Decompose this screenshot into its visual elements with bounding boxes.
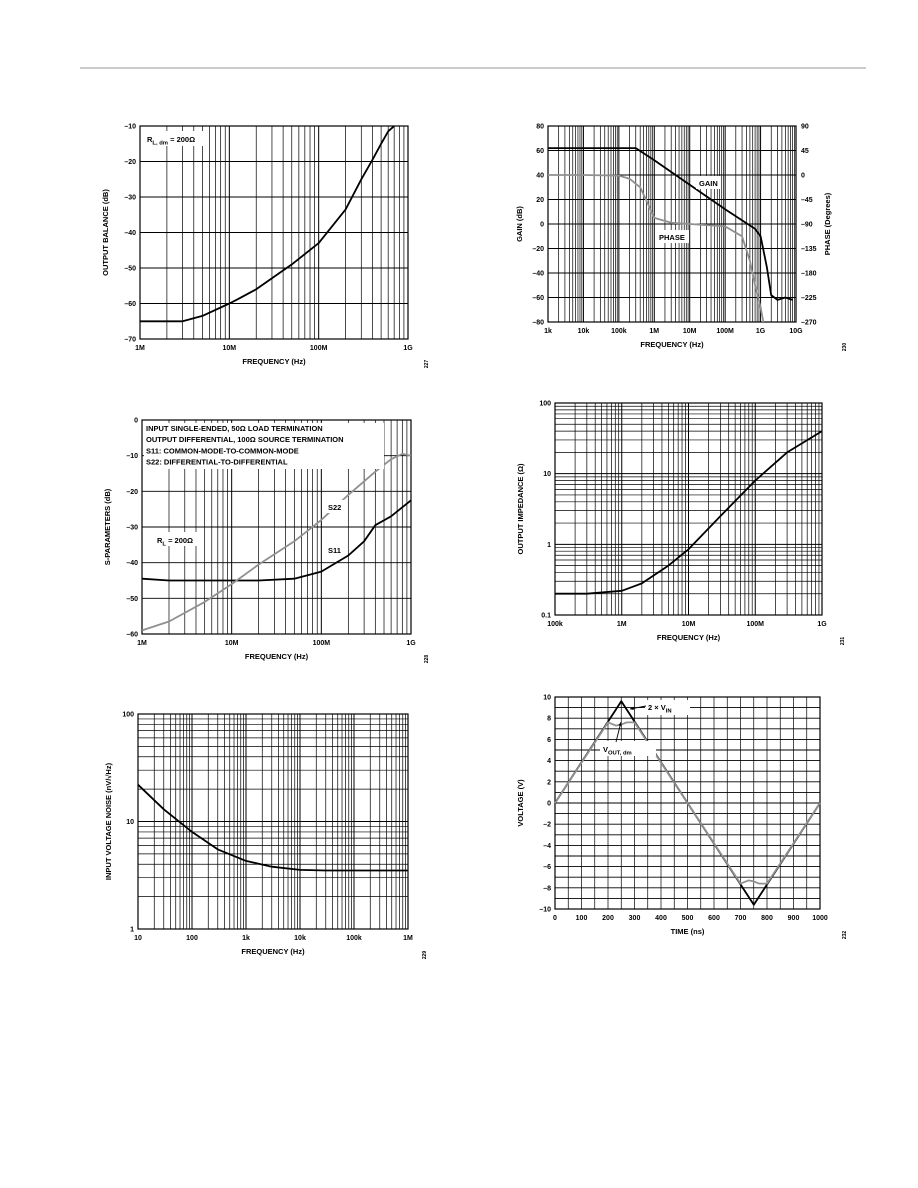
x-tick-label: 100M (746, 621, 765, 628)
y-tick-label: –10 (539, 906, 551, 914)
y-tick-label: 60 (536, 148, 544, 155)
grid-lines (140, 126, 408, 339)
y-tick-label: –4 (543, 842, 551, 850)
x-tick-label: 700 (734, 915, 747, 922)
y-tick-label: –30 (124, 194, 136, 202)
x-tick-label: 1G (403, 345, 413, 352)
x-tick-label: 100k (611, 328, 627, 335)
charts-area (101, 124, 848, 960)
x-axis-title: FREQUENCY (Hz) (244, 652, 309, 661)
x-axis-title: FREQUENCY (Hz) (656, 633, 721, 642)
y-right-tick-label: –45 (801, 197, 813, 204)
y-tick-label: –60 (124, 301, 136, 308)
y-tick-label: –30 (126, 524, 138, 532)
y-axis-title: OUTPUT IMPEDANCE (Ω) (516, 463, 525, 555)
y-tick-label: 10 (543, 471, 551, 479)
y-tick-label: –6 (543, 864, 551, 872)
x-tick-label: 1k (242, 935, 250, 942)
x-tick-label: 100M (309, 345, 328, 352)
x-tick-label: 10M (682, 328, 697, 335)
y-tick-label: –50 (126, 595, 138, 603)
x-tick-label: 100M (716, 328, 734, 335)
annotation-label: PHASE (659, 233, 685, 242)
figure-id: 228 (424, 654, 430, 664)
y-tick-label: –10 (126, 453, 138, 461)
chart-3 (103, 418, 430, 664)
y-tick-label: 0 (540, 221, 544, 229)
figure-id: 232 (842, 930, 848, 940)
series-line-1 (140, 126, 394, 321)
y-tick-label: 2 (547, 779, 551, 787)
x-tick-label: 10k (294, 935, 306, 942)
x-tick-label: 10 (134, 935, 142, 942)
y-tick-label: 100 (539, 400, 551, 408)
chart-4 (516, 401, 846, 646)
y-tick-label: 20 (536, 197, 544, 204)
series-line-1 (138, 785, 408, 871)
x-tick-label: 800 (761, 915, 773, 922)
y-tick-label: 100 (122, 711, 134, 719)
x-tick-label: 10M (681, 621, 696, 628)
figure-id: 229 (422, 950, 428, 960)
x-tick-label: 300 (628, 915, 641, 922)
annotation-label: S22 (328, 503, 342, 512)
y-right-tick-label: 90 (801, 123, 809, 131)
y-tick-label: 1 (547, 541, 551, 549)
y-axis-title: S-PARAMETERS (dB) (103, 488, 112, 566)
chart-1 (101, 124, 430, 369)
grid-lines (555, 403, 822, 615)
y-tick-label: 10 (543, 694, 551, 702)
x-tick-label: 1M (649, 328, 660, 335)
y-tick-label: 8 (547, 715, 551, 723)
y-right-tick-label: 0 (801, 172, 805, 180)
y-tick-label: –60 (532, 295, 544, 302)
y-right-tick-label: –225 (801, 295, 817, 302)
y-right-tick-label: –270 (801, 319, 817, 327)
x-tick-label: 10G (789, 328, 803, 335)
annotation-label: $2 \times V_{IN}$ (648, 703, 672, 715)
x-tick-label: 100 (186, 935, 198, 942)
x-axis-title: TIME (ns) (670, 927, 705, 936)
x-tick-label: 500 (681, 915, 694, 922)
chart-2 (515, 124, 848, 352)
x-tick-label: 10k (577, 328, 590, 335)
annotation-label: S11 (328, 546, 341, 555)
y-tick-label: –40 (126, 560, 138, 568)
y-right-tick-label: –180 (801, 270, 817, 278)
x-tick-label: 10M (224, 640, 239, 647)
x-tick-label: 100 (575, 915, 588, 922)
figure-id: 230 (842, 342, 848, 352)
y-right-axis-title: PHASE (Degrees) (823, 192, 832, 256)
y-tick-label: –2 (543, 821, 551, 829)
y-tick-label: 0.1 (541, 612, 551, 620)
x-tick-label: 400 (655, 915, 667, 922)
legend-text: OUTPUT DIFFERENTIAL, 100Ω SOURCE TERMINATION (146, 435, 344, 445)
x-tick-label: 1M (403, 935, 413, 942)
x-axis-title: FREQUENCY (Hz) (242, 357, 306, 366)
y-tick-label: –70 (124, 336, 136, 344)
x-tick-label: 1G (755, 328, 766, 335)
x-tick-label: 1k (544, 328, 552, 335)
figure-id: 231 (840, 636, 846, 646)
y-axis-title: OUTPUT BALANCE (dB) (101, 189, 110, 276)
arrow-head (630, 707, 634, 710)
x-tick-label: 1000 (812, 915, 828, 922)
grid-lines (548, 126, 796, 322)
y-tick-label: 0 (134, 417, 138, 425)
x-tick-label: 600 (708, 915, 720, 922)
chart-5 (104, 712, 428, 960)
x-tick-label: 900 (787, 915, 800, 922)
y-tick-label: –10 (124, 123, 136, 131)
y-tick-label: –80 (532, 319, 544, 327)
annotation-label: GAIN (699, 179, 718, 188)
y-tick-label: –20 (124, 159, 136, 166)
y-tick-label: 10 (126, 819, 134, 826)
x-axis-title: FREQUENCY (Hz) (241, 947, 305, 956)
x-tick-label: 0 (553, 915, 557, 922)
y-tick-label: 1 (130, 926, 134, 934)
y-tick-label: 0 (547, 800, 551, 808)
y-right-tick-label: 45 (801, 148, 809, 155)
x-tick-label: 1G (817, 621, 827, 628)
y-tick-label: 4 (547, 758, 551, 766)
y-tick-label: –40 (124, 230, 136, 237)
y-tick-label: –20 (126, 488, 138, 496)
y-tick-label: –50 (124, 265, 136, 273)
y-tick-label: 40 (536, 172, 544, 180)
x-tick-label: 100k (346, 935, 362, 942)
annotation-label: $R_L = 200\Omega$ (157, 536, 194, 548)
x-tick-label: 10M (222, 345, 237, 352)
x-tick-label: 1M (137, 640, 147, 647)
x-tick-label: 1M (616, 621, 627, 628)
y-tick-label: –40 (532, 270, 544, 278)
x-tick-label: 100M (312, 640, 331, 647)
y-tick-label: –60 (126, 631, 138, 639)
x-tick-label: 100k (547, 621, 563, 628)
x-tick-label: 200 (602, 915, 614, 922)
legend-text: INPUT SINGLE-ENDED, 50Ω LOAD TERMINATION (146, 424, 323, 433)
legend-text: S22: DIFFERENTIAL-TO-DIFFERENTIAL (146, 457, 288, 467)
y-axis-title: VOLTAGE (V) (516, 779, 525, 827)
x-tick-label: 1G (406, 640, 416, 647)
y-tick-label: 80 (536, 123, 544, 131)
y-tick-label: –8 (543, 885, 551, 893)
y-axis-title: INPUT VOLTAGE NOISE (nV/√Hz) (104, 762, 113, 881)
annotation-label: $V_{OUT, dm}$ (603, 745, 632, 757)
y-tick-label: –20 (532, 246, 544, 253)
x-tick-label: 1M (135, 345, 145, 352)
y-tick-label: 6 (547, 736, 551, 744)
figure-id: 227 (424, 359, 430, 369)
annotation-label: $R_{L, dm} = 200\Omega$ (147, 135, 196, 147)
x-axis-title: FREQUENCY (Hz) (640, 340, 704, 349)
y-axis-title: GAIN (dB) (515, 206, 524, 242)
chart-6 (516, 695, 848, 940)
y-right-tick-label: –90 (801, 221, 813, 229)
y-right-tick-label: –135 (801, 246, 817, 253)
legend-text: S11: COMMON-MODE-TO-COMMON-MODE (146, 446, 299, 456)
